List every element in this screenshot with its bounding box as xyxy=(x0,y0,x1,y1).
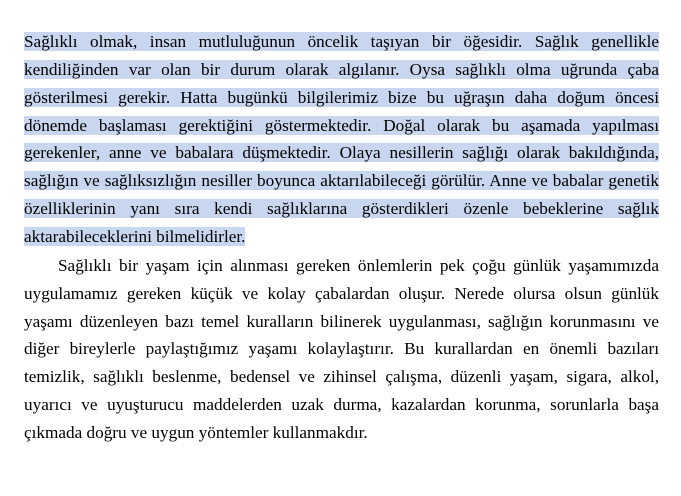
paragraph-plain: Sağlıklı bir yaşam için alınması gereken önlemlerin pek çoğu günlük yaşamımızda uygulamamız gereken küçük ve kolay çabalardan oluşur. Nerede olursa olsun günlük yaşamı düzenleyen bazı temel kuralların bilinerek uygulanması, sağlığın korunmasını ve diğer bireylerle paylaştığımız yaşamı kolaylaştırır. Bu kurallardan en önemli bazıları temizlik, sağlıklı beslenme, bedensel ve zihinsel çalışma, düzenli yaşam, sigara, alkol, uyarıcı ve uyuşturucu maddelerden uzak durma, kazalardan korunma, sorunlarla başa çıkmada doğru ve uygun yöntemler kullanmakdır. xyxy=(24,255,659,443)
paragraph-highlighted xyxy=(24,28,659,251)
highlighted-text: Sağlıklı olmak, insan mutluluğunun öncelik taşıyan bir öğesidir. Sağlık genellikle kendiliğinden var olan bir durum olarak algılanır. Oysa sağlıklı olma uğrunda çaba gösterilmesi gerekir. Hatta bugünkü bilgilerimiz bize bu uğraşın daha doğum öncesi dönemde başlaması gerektiğini göstermektedir. Doğal olarak bu aşamada yapılması gerekenler, anne ve babalara düşmektedir. Olaya nesillerin sağlığı olarak bakıldığında, sağlığın ve sağlıksızlığın nesiller boyunca aktarılabileceği görülür. Anne ve babalar genetik özelliklerinin yanı sıra kendi sağlıklarına gösterdikleri özenle bebeklerine sağlık aktarabileceklerini bilmelidirler. xyxy=(24,32,659,247)
